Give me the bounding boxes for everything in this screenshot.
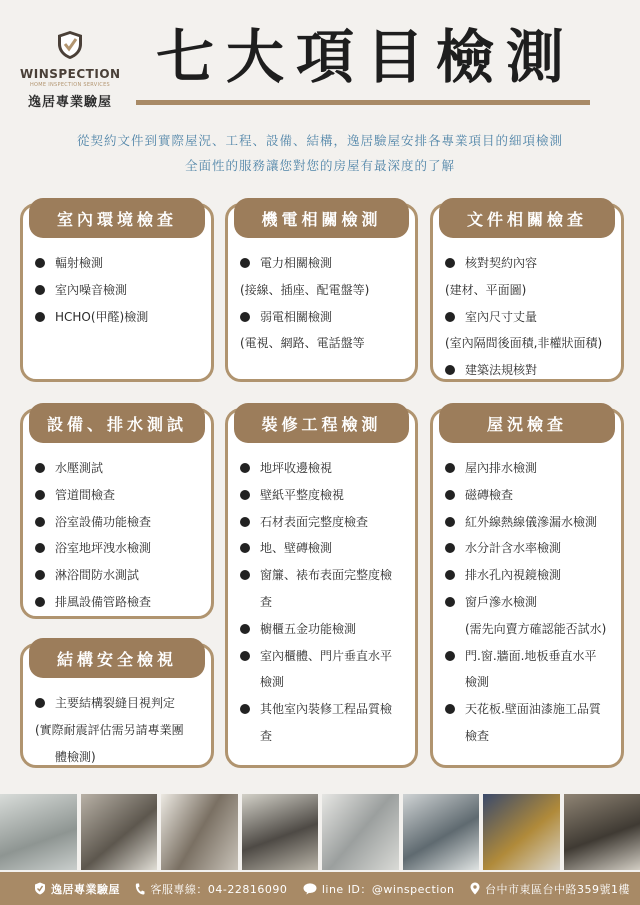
list-item: 檢測	[465, 675, 490, 690]
list-item: 天花板.壁面油漆施工品質	[445, 696, 613, 723]
header	[0, 0, 640, 110]
map-pin-icon	[470, 882, 480, 895]
list-item: 水壓測試	[35, 455, 203, 482]
list-item: 管道間檢查	[35, 482, 203, 509]
list-item: 櫥櫃五金功能檢測	[240, 616, 407, 643]
chat-bubble-icon	[303, 883, 317, 895]
footer-brand-name: 逸居專業驗屋	[51, 882, 120, 896]
list-item: (電視、網路、電話盤等	[240, 336, 365, 351]
item-list	[445, 250, 613, 384]
card-property-condition	[430, 408, 624, 768]
inspection-photo	[242, 794, 319, 870]
list-item: 室內噪音檢測	[35, 277, 203, 304]
list-item: 地、壁磚檢測	[240, 535, 407, 562]
list-item: 水分計含水率檢測	[445, 535, 613, 562]
list-item: 淋浴間防水測試	[35, 562, 203, 589]
item-list	[240, 455, 407, 750]
list-item: 屋內排水檢測	[445, 455, 613, 482]
intro-line-2: 全面性的服務讓您對您的房屋有最深度的了解	[184, 158, 455, 173]
list-item: 核對契約內容	[445, 250, 613, 277]
footer-brand[interactable]	[34, 881, 120, 897]
list-item: 磁磚檢查	[445, 482, 613, 509]
inspection-photo	[0, 794, 77, 870]
list-item: (需先向賣方確認能否試水)	[465, 621, 607, 636]
footer-line[interactable]	[303, 881, 455, 897]
list-item: 建築法規核對	[445, 357, 613, 384]
brand-name-en: WINSPECTION	[20, 67, 121, 81]
brand-name-zh: 逸居專業驗屋	[27, 95, 112, 110]
card-equipment-drainage	[20, 408, 214, 619]
inspection-photo	[81, 794, 158, 870]
list-item: 輻射檢測	[35, 250, 203, 277]
list-item: 排風設備管路檢查	[35, 589, 203, 616]
card-documents	[430, 203, 624, 382]
item-list	[35, 455, 203, 616]
footer	[0, 872, 640, 905]
list-item: (建材、平面圖)	[445, 282, 527, 297]
inspection-photo	[403, 794, 480, 870]
list-item: 紅外線熱線儀滲漏水檢測	[445, 509, 613, 536]
card-title: 裝修工程檢測	[234, 403, 409, 443]
inspection-photo	[322, 794, 399, 870]
shield-check-icon	[56, 30, 84, 60]
card-title: 屋況檢查	[439, 403, 615, 443]
list-item: 室內櫃體、門片垂直水平	[240, 643, 407, 670]
intro-line-1: 從契約文件到實際屋況、工程、設備、結構，逸居驗屋安排各專業項目的細項檢測	[76, 133, 563, 148]
card-title: 設備、排水測試	[29, 403, 205, 443]
list-item: 窗簾、裱布表面完整度檢	[240, 562, 407, 589]
brand-tagline: HOME INSPECTION SERVICES	[29, 82, 111, 88]
list-item: 浴室地坪洩水檢測	[35, 535, 203, 562]
list-item: HCHO(甲醛)檢測	[35, 304, 203, 331]
page-title: 七大項目檢測	[155, 23, 576, 91]
phone-icon	[135, 883, 145, 895]
list-item: 檢查	[465, 728, 490, 743]
footer-address-text: 台中市東區台中路359號1樓	[484, 882, 630, 896]
list-item: 體檢測)	[55, 749, 96, 764]
list-item: 窗戶滲水檢測	[445, 589, 613, 616]
footer-phone[interactable]	[135, 881, 287, 897]
footer-phone-text: 客服專線：04-22816090	[150, 882, 288, 896]
footer-line-text: line ID：@winspection	[321, 882, 455, 896]
list-item: (實際耐震評估需另請專業團	[35, 722, 184, 737]
list-item: 查	[260, 728, 273, 743]
card-renovation	[225, 408, 418, 768]
item-list	[35, 250, 203, 330]
shield-icon	[34, 882, 46, 895]
title-underline	[136, 100, 590, 105]
list-item: (室內隔間後面積,非權狀面積)	[445, 336, 603, 351]
list-item: 門.窗.牆面.地板垂直水平	[445, 643, 613, 670]
list-item: 排水孔內視鏡檢測	[445, 562, 613, 589]
list-item: 弱電相關檢測	[240, 304, 407, 331]
list-item: 其他室內裝修工程品質檢	[240, 696, 407, 723]
card-electromechanical	[225, 203, 418, 382]
card-indoor-environment	[20, 203, 214, 382]
card-title: 機電相關檢測	[234, 198, 409, 238]
inspection-photo	[161, 794, 238, 870]
list-item: 壁紙平整度檢視	[240, 482, 407, 509]
list-item: 主要結構裂縫目視判定	[35, 690, 203, 717]
list-item: (接線、插座、配電盤等)	[240, 282, 370, 297]
list-item: 石材表面完整度檢查	[240, 509, 407, 536]
list-item: 室內尺寸丈量	[445, 304, 613, 331]
list-item: 檢測	[260, 675, 285, 690]
inspection-photo	[564, 794, 640, 870]
photo-strip	[0, 794, 640, 870]
footer-address[interactable]	[470, 881, 630, 897]
item-list	[445, 455, 613, 750]
list-item: 查	[260, 594, 273, 609]
card-title: 文件相關檢查	[439, 198, 615, 238]
item-list	[35, 690, 203, 770]
inspection-photo	[483, 794, 560, 870]
item-list	[240, 250, 407, 357]
card-structural-safety	[20, 643, 214, 768]
intro-text	[0, 128, 640, 178]
brand-logo[interactable]	[20, 30, 120, 110]
card-title: 室內環境檢查	[29, 198, 205, 238]
list-item: 電力相關檢測	[240, 250, 407, 277]
card-title: 結構安全檢視	[29, 638, 205, 678]
list-item: 地坪收邊檢視	[240, 455, 407, 482]
list-item: 浴室設備功能檢查	[35, 509, 203, 536]
